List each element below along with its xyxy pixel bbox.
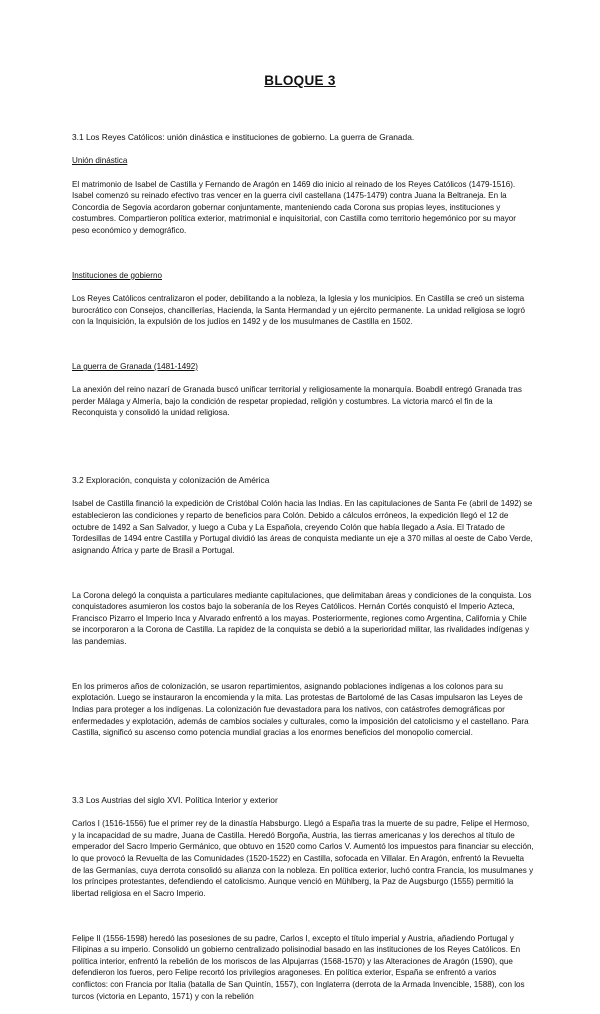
paragraph-colon: Isabel de Castilla financió la expedición de Cristóbal Colón hacia las Indias. En las capitulaciones de Santa Fe (abril de 1492) se establecieron las condiciones y reparto de beneficios para Colón. Debido a cálculos erróneos, la expedición llegó el 12 de octubre de 1492 a San Salvador, y luego a Cuba y La Española, creyendo Colón que había llegado a Asia. El Tratado de Tordesillas de 1494 entre Castilla y Portugal dividió las áreas de conquista mediante un eje a 370 millas al oeste de Cabo Verde, asignando África y parte de Brasil a Portugal.	[72, 499, 533, 555]
section-heading-3-1: 3.1 Los Reyes Católicos: unión dinástica e instituciones de gobierno. La guerra de Granada.	[72, 132, 415, 143]
paragraph-carlos-i: Carlos I (1516-1556) fue el primer rey de la dinastía Habsburgo. Llegó a España tras la muerte de su padre, Felipe el Hermoso, y la incapacidad de su madre, Juana de Castilla. Heredó Borgoña, Austria, las tierras americanas y los derechos al título de emperador del Sacro Imperio Germánico, que obtuvo en 1520 como Carlos V. Aumentó los impuestos para financiar su elección, lo que provocó la Revuelta de las Comunidades (1520-1522) en Castilla, sofocada en Villalar. En Aragón, enfrentó la Revuelta de las Germanías, cuya derrota consolidó su alianza con la nobleza. En política exterior, luchó contra Francia, los musulmanes y los príncipes protestantes, defendiendo el catolicismo. Aunque venció en Mühlberg, la Paz de Augsburgo (1555) permitió la libertad religiosa en el Sacro Imperio.	[72, 819, 534, 898]
paragraph-union-dinastica: El matrimonio de Isabel de Castilla y Fernando de Aragón en 1469 dio inicio al reinado de los Reyes Católicos (1479-1516). Isabel comenzó su reinado efectivo tras vencer en la guerra civil castellana (1475-1479) contra Juana la Beltraneja. En la Concordia de Segovia acordaron gobernar conjuntamente, manteniendo cada Corona sus propias leyes, instituciones y costumbres. Compartieron política exterior, matrimonial e inquisitorial, con Castilla como territorio hegemónico por su mayor peso económico y demográfico.	[72, 179, 516, 235]
subheading-guerra-granada: La guerra de Granada (1481-1492)	[72, 361, 198, 371]
paragraph-instituciones: Los Reyes Católicos centralizaron el poder, debilitando a la nobleza, la Iglesia y los municipios. En Castilla se creó un sistema burocrático con Consejos, chancillerías, Hacienda, la Santa Hermandad y un ejército permanente. La unidad religiosa se logró con la Inquisición, la expulsión de los judíos en 1492 y de los musulmanes de Castilla en 1502.	[72, 293, 526, 327]
paragraph-guerra-granada: La anexión del reino nazarí de Granada buscó unificar territorial y religiosamente la monarquía. Boabdil entregó Granada tras perder Málaga y Almería, bajo la condición de respetar propiedad, religión y costumbres. La victoria marcó el fin de la Reconquista y consolidó la unidad religiosa.	[72, 385, 522, 418]
subheading-instituciones: Instituciones de gobierno	[72, 270, 162, 280]
section-heading-3-2: 3.2 Exploración, conquista y colonización de América	[72, 475, 270, 486]
paragraph-felipe-ii: Felipe II (1556-1598) heredó las posesiones de su padre, Carlos I, excepto el título imperial y Austria, añadiendo Portugal y Filipinas a su imperio. Consolidó un gobierno centralizado polisinodial basado en las instituciones de los Reyes Católicos. En política interior, enfrentó la rebelión de los moriscos de las Alpujarras (1568-1570) y las Alteraciones de Aragón (1590), que defendieron los fueros, pero Felipe recortó los privilegios aragoneses. En política exterior, España se enfrentó a varios conflictos: con Francia por Italia (batalla de San Quintín, 1557), con Inglaterra (derrota de la Armada Invencible, 1588), con los turcos (victoria en Lepanto, 1571) y con la rebelión	[72, 933, 525, 1001]
subheading-union-dinastica: Unión dinástica	[72, 156, 128, 166]
paragraph-colonizacion: En los primeros años de colonización, se usaron repartimientos, asignando poblaciones indígenas a los colonos para su explotación. Luego se instauraron la encomienda y la mita. Las protestas de Bartolomé de las Casas impulsaron las Leyes de Indias para proteger a los indígenas. La colonización fue devastadora para los nativos, con catástrofes demográficas por enfermedades y explotación, además de cambios sociales y culturales, como la imposición del catolicismo y el castellano. Para Castilla, significó su ascenso como potencia mundial gracias a los enormes beneficios del monopolio comercial.	[72, 681, 529, 738]
document-body	[72, 109, 534, 1014]
section-heading-3-3: 3.3 Los Austrias del siglo XVI. Política Interior y exterior	[72, 795, 278, 806]
paragraph-conquista: La Corona delegó la conquista a particulares mediante capitulaciones, que delimitaban áreas y condiciones de la conquista. Los conquistadores asumieron los costos bajo la soberanía de los Reyes Católicos. Hernán Cortés conquistó el Imperio Azteca, Francisco Pizarro el Imperio Inca y Alvarado enfrentó a los mayas. Posteriormente, regiones como Argentina, California y Chile se incorporaron a la Corona de Castilla. La rapidez de la conquista se debió a la superioridad militar, las rivalidades indígenas y las pandemias.	[72, 590, 532, 646]
page-title: BLOQUE 3	[264, 73, 336, 88]
